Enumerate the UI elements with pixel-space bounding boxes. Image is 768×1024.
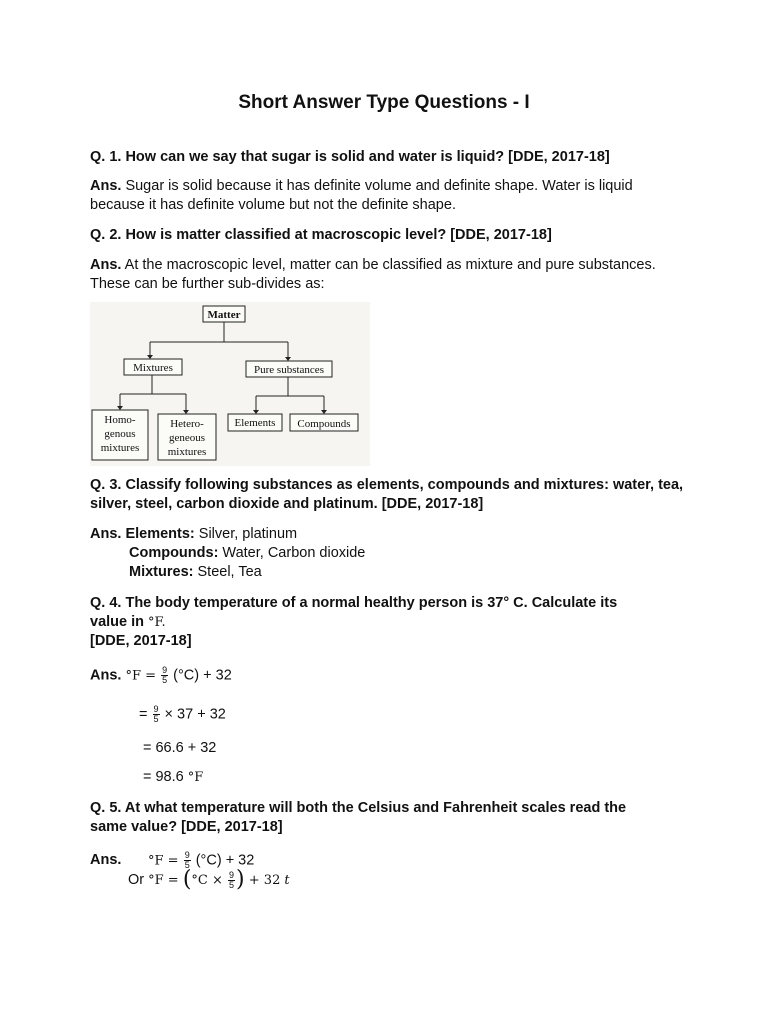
diagram-node-elements: Elements: [234, 417, 276, 429]
diagram-node-homogenous-line2: genous: [104, 428, 136, 440]
question-3: Q. 3. Classify following substances as elements, compounds and mixtures: water, tea, silver, steel, carbon dioxide and platinum. [DDE, 2017-18]: [90, 477, 684, 512]
question-4-source: [DDE, 2017-18]: [90, 633, 192, 649]
step2-variable: t: [284, 873, 290, 888]
step2-prefix: =: [139, 706, 152, 723]
matter-classification-diagram: [90, 302, 370, 466]
fahrenheit-symbol: °F =: [148, 853, 183, 869]
diagram-node-mixtures: Mixtures: [133, 362, 173, 374]
answer-4-step1: [90, 666, 232, 685]
diagram-node-homogenous-line1: Homo-: [104, 414, 136, 426]
diagram-node-pure-substances: Pure substances: [254, 364, 324, 376]
answer-5-label: [90, 851, 121, 870]
diagram-node-homogenous-line3: mixtures: [100, 442, 140, 454]
fahrenheit-symbol: °F =: [125, 668, 161, 684]
answer-5-step2: [128, 860, 290, 900]
fraction-numerator: 9: [229, 869, 235, 880]
question-4-unit: °F.: [148, 615, 166, 630]
fraction-numerator: 9: [184, 850, 190, 860]
elements-value: Silver, platinum: [194, 526, 298, 542]
answer-label: Ans.: [90, 667, 122, 684]
answer-1-text: Sugar is solid because it has definite volume and definite shape. Water is liquid because it has definite volume but not the definite shape.: [90, 178, 633, 213]
fraction-nine-fifths: [161, 666, 168, 685]
diagram-node-matter: Matter: [207, 309, 241, 321]
answer-4-step3: = 66.6 + 32: [143, 740, 217, 756]
step4-unit: °F: [187, 770, 204, 785]
question-2: Q. 2. How is matter classified at macroscopic level? [DDE, 2017-18]: [90, 227, 552, 243]
mixtures-value: Steel, Tea: [193, 564, 262, 580]
mixtures-label: Mixtures:: [129, 564, 194, 580]
fraction-denominator: 5: [184, 860, 190, 870]
answer-1: [90, 177, 690, 215]
question-4-text: value in: [90, 614, 149, 630]
question-1: Q. 1. How can we say that sugar is solid and water is liquid? [DDE, 2017-18]: [90, 149, 610, 165]
answer-label: Ans.: [90, 852, 122, 868]
close-paren: ): [236, 867, 245, 893]
question-4-line1: Q. 4. The body temperature of a normal healthy person is 37° C. Calculate its: [90, 595, 618, 611]
diagram-node-heterogeneous-line3: mixtures: [167, 446, 207, 458]
diagram-svg: [90, 302, 370, 466]
elements-label: Elements:: [125, 526, 195, 542]
step1-rhs: (°C) + 32: [169, 667, 232, 684]
fraction-numerator: 9: [162, 665, 168, 675]
step4-value: = 98.6: [143, 769, 188, 785]
compounds-value: Water, Carbon dioxide: [218, 545, 366, 561]
fraction-numerator: 9: [153, 704, 159, 714]
step2-rhs: × 37 + 32: [160, 706, 226, 723]
answer-4-step2: [139, 705, 226, 724]
answer-3-compounds: [129, 544, 365, 563]
step2-tail: + 32: [244, 873, 281, 888]
question-4-line2: [90, 613, 690, 632]
answer-label: Ans.: [90, 178, 122, 194]
diagram-node-heterogeneous-line1: Hetero-: [170, 418, 204, 430]
fraction-denominator: 5: [162, 675, 168, 685]
answer-label: Ans.: [90, 526, 122, 542]
answer-2-text: At the macroscopic level, matter can be classified as mixture and pure substances. These can be further sub-divides as:: [90, 257, 656, 292]
question-5-line1: Q. 5. At what temperature will both the Celsius and Fahrenheit scales read the: [90, 800, 627, 816]
fahrenheit-symbol: °F =: [148, 873, 183, 888]
diagram-node-heterogeneous-line2: geneous: [168, 432, 206, 444]
step2-inner: °C ×: [191, 873, 228, 888]
answer-3-elements: [90, 525, 297, 544]
answer-label: Ans.: [90, 257, 122, 273]
answer-4-step4: [143, 768, 203, 787]
fraction-denominator: 5: [153, 714, 159, 724]
fraction-denominator: 5: [229, 879, 235, 890]
diagram-node-compounds: Compounds: [297, 418, 351, 430]
step1-rhs: (°C) + 32: [191, 852, 255, 869]
step2-prefix: Or: [128, 872, 149, 888]
fraction-nine-fifths: [153, 705, 160, 724]
page-title: Short Answer Type Questions - I: [238, 92, 530, 113]
open-paren: (: [182, 867, 192, 893]
answer-3-mixtures: [129, 563, 262, 582]
compounds-label: Compounds:: [129, 545, 219, 561]
answer-2: [90, 256, 690, 294]
fraction-nine-fifths: [228, 871, 235, 890]
question-5-line2: same value? [DDE, 2017-18]: [90, 819, 283, 835]
